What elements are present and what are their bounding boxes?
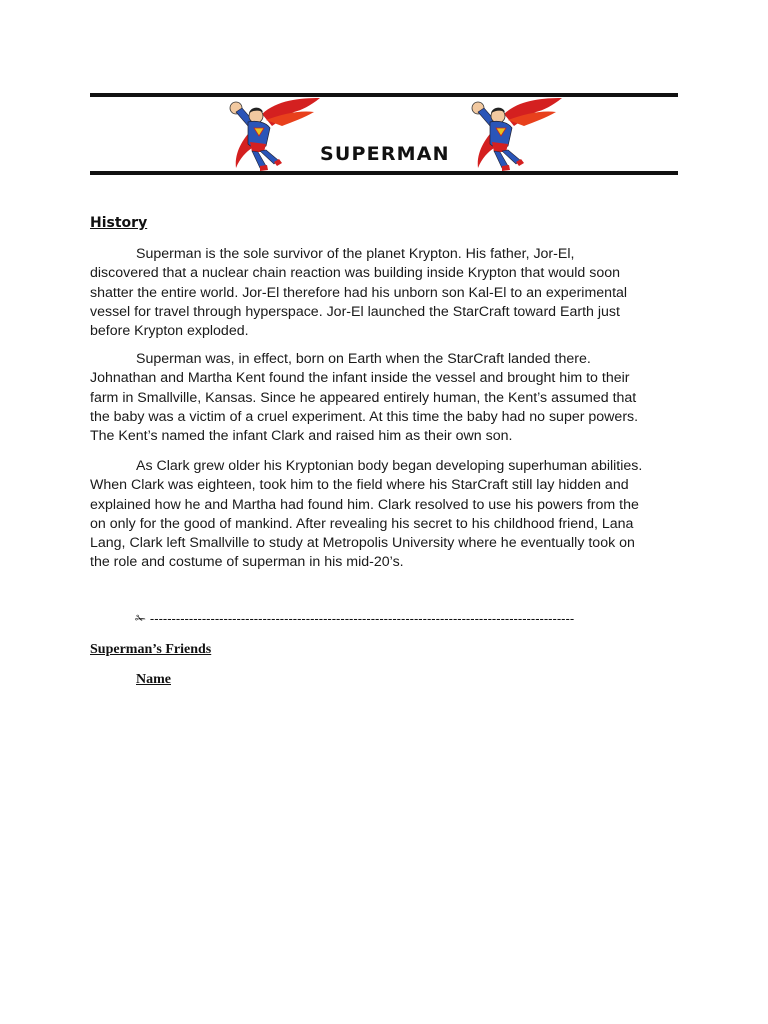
banner-top-rule bbox=[90, 93, 678, 97]
text-line: the role and costume of superman in his mid-20’s. bbox=[90, 554, 404, 571]
name-column-label: Name bbox=[136, 672, 171, 687]
text-line: explained how he and Martha had found him. Clark resolved to use his powers from the bbox=[90, 496, 639, 513]
text-line: Lang, Clark left Smallville to study at Metropolis University where he eventually took on bbox=[90, 535, 635, 552]
text-line: on only for the good of mankind. After revealing his secret to his childhood friend, Lana bbox=[90, 515, 634, 532]
history-paragraph-3 bbox=[90, 457, 680, 573]
superman-flying-icon bbox=[222, 96, 322, 172]
dashed-cut-line: -------------------------------------------------------------------------------------------------- bbox=[149, 611, 575, 626]
text-line: shatter the entire world. Jor-El therefore had his unborn son Kal-El to an experimental bbox=[90, 284, 628, 301]
scissors-icon: ✁ bbox=[135, 611, 146, 626]
superman-flying-icon bbox=[464, 96, 564, 172]
banner-title: SUPERMAN bbox=[320, 143, 450, 165]
text-line: Superman was, in effect, born on Earth when the StarCraft landed there. bbox=[136, 351, 591, 367]
history-paragraph-2 bbox=[90, 350, 680, 446]
text-line: As Clark grew older his Kryptonian body began developing superhuman abilities. bbox=[136, 458, 643, 474]
banner-bottom-rule bbox=[90, 171, 678, 175]
history-heading: History bbox=[90, 215, 148, 231]
text-line: the baby was a victim of a cruel experiment. At this time the baby had no super powers. bbox=[90, 408, 639, 425]
history-paragraph-1 bbox=[90, 245, 680, 341]
text-line: discovered that a nuclear chain reaction was building inside Krypton that would soon bbox=[90, 265, 620, 282]
cut-here-line bbox=[135, 611, 574, 627]
text-line: farm in Smallville, Kansas. Since he appeared entirely human, the Kent’s assumed that bbox=[90, 389, 637, 406]
text-line: Superman is the sole survivor of the planet Krypton. His father, Jor-El, bbox=[136, 246, 575, 262]
text-line: before Krypton exploded. bbox=[90, 323, 249, 340]
text-line: vessel for travel through hyperspace. Jor-El launched the StarCraft toward Earth just bbox=[90, 303, 620, 320]
text-line: Johnathan and Martha Kent found the infant inside the vessel and brought him to their bbox=[90, 370, 630, 387]
text-line: The Kent’s named the infant Clark and raised him as their own son. bbox=[90, 428, 513, 445]
text-line: When Clark was eighteen, took him to the field where his StarCraft still lay hidden and bbox=[90, 477, 629, 494]
friends-heading: Superman’s Friends bbox=[90, 642, 212, 657]
